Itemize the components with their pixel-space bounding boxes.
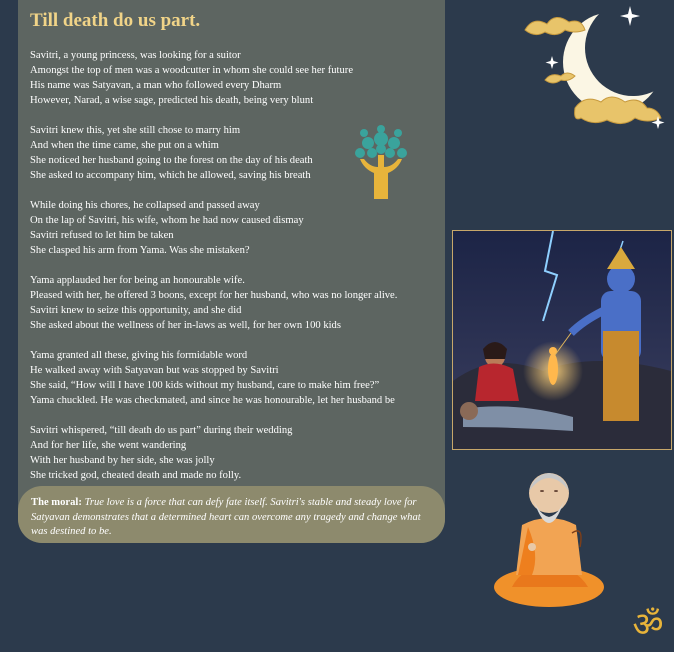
poem-line: His name was Satyavan, a man who followed every Dharm (30, 80, 282, 91)
poem-line: And for her life, she went wandering (30, 440, 187, 451)
poem-line: However, Narad, a wise sage, predicted his death, being very blunt (30, 95, 314, 106)
poem-line: Savitri knew to seize this opportunity, and she did (30, 305, 242, 316)
poem-line: She asked about the wellness of her in-laws as well, for her own 100 kids (30, 320, 341, 331)
poem-line: With her husband by her side, she was jolly (30, 455, 215, 466)
poem-line: While doing his chores, he collapsed and passed away (30, 200, 260, 211)
poem-line: Savitri refused to let him be taken (30, 230, 174, 241)
poem-line: She noticed her husband going to the forest on the day of his death (30, 155, 313, 166)
poem-line: She said, “How will I have 100 kids without my husband, care to make him free?” (30, 380, 380, 391)
moral-label: The moral: (31, 497, 82, 508)
stanza (30, 48, 430, 108)
poem-line: Amongst the top of men was a woodcutter in whom she could see her future (30, 65, 354, 76)
poem-line: She asked to accompany him, which he allowed, saving his breath (30, 170, 311, 181)
stanza (30, 273, 430, 333)
om-icon (627, 600, 669, 644)
poem-line: He walked away with Satyavan but was stopped by Savitri (30, 365, 279, 376)
stanza (30, 348, 430, 408)
stanza (30, 423, 430, 483)
poem (30, 48, 430, 498)
sage-icon (492, 465, 607, 610)
poem-line: She tricked god, cheated death and made no folly. (30, 470, 242, 481)
svg-text:ॐ: ॐ (632, 605, 664, 644)
poem-line: She clasped his arm from Yama. Was she mistaken? (30, 245, 250, 256)
stanza (30, 198, 430, 258)
poem-line: Savitri, a young princess, was looking for a suitor (30, 50, 241, 61)
tree-hands-icon (350, 125, 412, 200)
poem-line: On the lap of Savitri, his wife, whom he had now caused dismay (30, 215, 304, 226)
page-title: Till death do us part. (30, 10, 201, 31)
poem-line: Yama granted all these, giving his formidable word (30, 350, 248, 361)
crescent-moon-icon (515, 0, 674, 150)
poem-line: Savitri whispered, “till death do us part” during their wedding (30, 425, 293, 436)
moral-text: True love is a force that can defy fate itself. Savitri's stable and steady love for Satyavan demonstrates that a determined heart can overcome any tragedy and change what was destined to be. (31, 497, 421, 537)
poem-line: Savitri knew this, yet she still chose to marry him (30, 125, 241, 136)
poem-line: Yama chuckled. He was checkmated, and since he was honourable, let her husband be (30, 395, 395, 406)
poem-line: Pleased with her, he offered 3 boons, except for her husband, who was no longer alive. (30, 290, 398, 301)
poem-line: And when the time came, she put on a whim (30, 140, 219, 151)
poem-line: Yama applauded her for being an honourable wife. (30, 275, 245, 286)
savitri-yama-illustration (452, 230, 672, 450)
moral-box (18, 486, 445, 543)
